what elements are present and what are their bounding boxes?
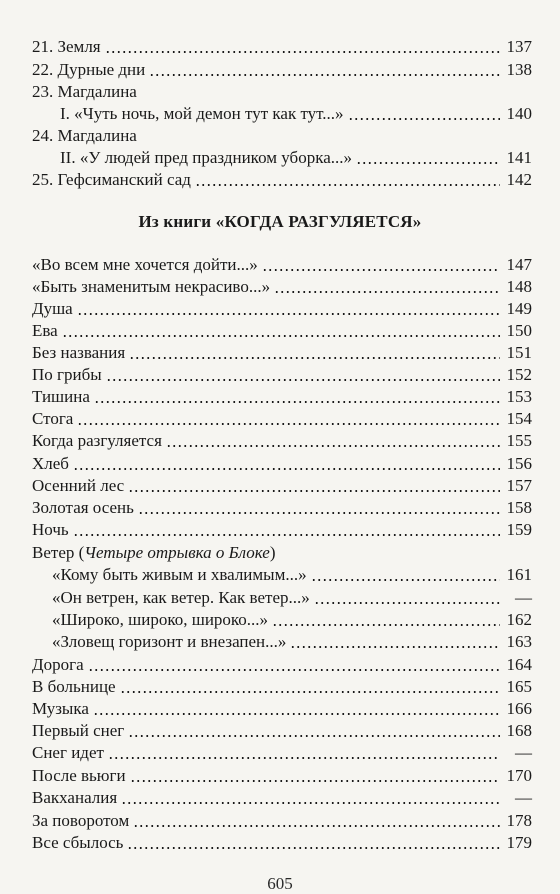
dot-leader (77, 423, 500, 425)
toc-entry-title: Дорога (32, 655, 84, 674)
toc-entry-page: 179 (506, 833, 532, 852)
toc-entry-title: 22. Дурные дни (32, 60, 146, 79)
toc-entry-page: 156 (506, 454, 532, 473)
toc-entry (32, 430, 532, 452)
dot-leader (290, 646, 500, 648)
toc-entry (32, 810, 532, 832)
dot-leader (121, 802, 500, 804)
toc-entry (32, 542, 532, 564)
toc-entry-title: «Кому быть живым и хвалимым...» (52, 565, 307, 584)
toc-entry-page: 162 (506, 610, 532, 629)
toc-entry (32, 676, 532, 698)
dot-leader (129, 357, 500, 359)
toc-entry (32, 342, 532, 364)
toc-entry (32, 408, 532, 430)
toc-entry-title: Снег идет (32, 743, 104, 762)
toc-entry (32, 81, 532, 103)
toc-entry (32, 364, 532, 386)
toc-entry-page: 157 (506, 476, 532, 495)
dot-leader (166, 445, 500, 447)
toc-entry-title: «Широко, широко, широко...» (52, 610, 269, 629)
toc-entry-page: 148 (506, 277, 532, 296)
toc-entry-title: 25. Гефсиманский сад (32, 170, 191, 189)
toc-entry-page: 163 (506, 632, 532, 651)
toc-entry-title-end: ) (269, 543, 276, 562)
toc-entry-title: «Он ветрен, как ветер. Как ветер...» (52, 588, 310, 607)
toc-entry-title: Все сбылось (32, 833, 124, 852)
toc-entry-title: Ночь (32, 520, 69, 539)
toc-entry-title: Хлеб (32, 454, 69, 473)
dot-leader (127, 847, 500, 849)
dot-leader (120, 691, 500, 693)
dot-leader (314, 602, 500, 604)
toc-entry-title: 24. Магдалина (32, 126, 137, 145)
toc-entry-title: 21. Земля (32, 37, 101, 56)
dot-leader (133, 825, 500, 827)
dot-leader (73, 534, 500, 536)
toc-entry-title: Вакханалия (32, 788, 118, 807)
toc-entry-title: В больнице (32, 677, 116, 696)
dot-leader (311, 579, 500, 581)
toc-entry-title: Без названия (32, 343, 126, 362)
toc-entry-page: 164 (506, 655, 532, 674)
toc-entry (52, 609, 532, 631)
toc-entry (32, 59, 532, 81)
toc-entry-title: Душа (32, 299, 73, 318)
toc-entry (32, 742, 532, 764)
dot-leader (128, 735, 500, 737)
toc-entry (32, 720, 532, 742)
dot-leader (348, 118, 500, 120)
toc-entry-title-italic: Четыре отрывка о Блоке (84, 543, 270, 562)
toc-entry (32, 832, 532, 854)
toc-entry (52, 587, 532, 609)
toc-entry-title: «Зловещ горизонт и внезапен...» (52, 632, 287, 651)
dot-leader (93, 713, 500, 715)
dot-leader (88, 669, 500, 671)
toc-entry (32, 698, 532, 720)
toc-entry-title: За поворотом (32, 811, 130, 830)
toc-entry-page: 150 (506, 321, 532, 340)
dot-leader (108, 757, 500, 759)
dot-leader (274, 291, 500, 293)
toc-entry-title: I. «Чуть ночь, мой демон тут как тут...» (60, 104, 344, 123)
toc-entry (32, 654, 532, 676)
toc-entry-page: 142 (506, 170, 532, 189)
dot-leader (62, 335, 500, 337)
toc-entry-page: 149 (506, 299, 532, 318)
toc-entry-page: 140 (506, 104, 532, 123)
toc-entry-title: Стога (32, 409, 74, 428)
toc-entry-page: 154 (506, 409, 532, 428)
dot-leader (262, 269, 500, 271)
toc-entry-page: 165 (506, 677, 532, 696)
toc-entry-page: 151 (506, 343, 532, 362)
section-heading: Из книги «КОГДА РАЗГУЛЯЕТСЯ» (138, 212, 422, 231)
toc-entry (32, 36, 532, 58)
dot-leader (138, 512, 500, 514)
toc-entry-page: 166 (506, 699, 532, 718)
dot-leader (149, 74, 500, 76)
toc-entry (32, 453, 532, 475)
toc-entry-page: — (515, 588, 532, 607)
toc-entry (32, 125, 532, 147)
toc-entry-page: 161 (506, 565, 532, 584)
toc-entry-title: Ева (32, 321, 58, 340)
toc-entry-page: 152 (506, 365, 532, 384)
toc-entry-page: — (515, 788, 532, 807)
toc-entry (52, 631, 532, 653)
dot-leader (94, 401, 500, 403)
toc-entry-page: 138 (506, 60, 532, 79)
toc-entry-title: Тишина (32, 387, 90, 406)
toc-entry-title-main: Ветер ( (32, 543, 85, 562)
toc-entry (32, 497, 532, 519)
toc-entry-title (32, 542, 276, 564)
toc-entry (32, 386, 532, 408)
toc-entry (32, 765, 532, 787)
toc-entry-title: По грибы (32, 365, 102, 384)
dot-leader (73, 468, 500, 470)
dot-leader (130, 780, 500, 782)
dot-leader (106, 379, 500, 381)
toc-entry-page: 153 (506, 387, 532, 406)
toc-entry-page: 155 (506, 431, 532, 450)
toc-entry-title: Музыка (32, 699, 89, 718)
toc-entry-title: Когда разгуляется (32, 431, 162, 450)
toc-entry-title: После вьюги (32, 766, 126, 785)
dot-leader (105, 51, 500, 53)
toc-entry (52, 564, 532, 586)
toc-entry-title: 23. Магдалина (32, 82, 137, 101)
toc-entry-title: «Быть знаменитым некрасиво...» (32, 277, 271, 296)
dot-leader (195, 184, 500, 186)
toc-entry (32, 254, 532, 276)
toc-entry (32, 475, 532, 497)
toc-entry-title: Осенний лес (32, 476, 125, 495)
dot-leader (356, 162, 500, 164)
toc-entry-title: «Во всем мне хочется дойти...» (32, 255, 258, 274)
toc-entry-page: 170 (506, 766, 532, 785)
toc-entry-page: 137 (506, 37, 532, 56)
toc-entry-title: Золотая осень (32, 498, 134, 517)
toc-entry (32, 298, 532, 320)
toc-entry (60, 103, 532, 125)
toc-entry (32, 787, 532, 809)
toc-entry (32, 320, 532, 342)
page-number: 605 (267, 874, 293, 893)
toc-entry-page: 178 (506, 811, 532, 830)
toc-entry-page: 147 (506, 255, 532, 274)
dot-leader (128, 490, 500, 492)
dot-leader (272, 624, 500, 626)
toc-entry-page: 168 (506, 721, 532, 740)
toc-entry-page: 158 (506, 498, 532, 517)
toc-entry-title: II. «У людей пред праздником уборка...» (60, 148, 352, 167)
toc-entry-page: 159 (506, 520, 532, 539)
toc-entry (32, 276, 532, 298)
dot-leader (77, 313, 500, 315)
toc-entry-page: — (515, 743, 532, 762)
toc-entry-page: 141 (506, 148, 532, 167)
toc-entry (32, 519, 532, 541)
toc-entry-title: Первый снег (32, 721, 125, 740)
toc-entry (60, 147, 532, 169)
toc-entry (32, 169, 532, 191)
